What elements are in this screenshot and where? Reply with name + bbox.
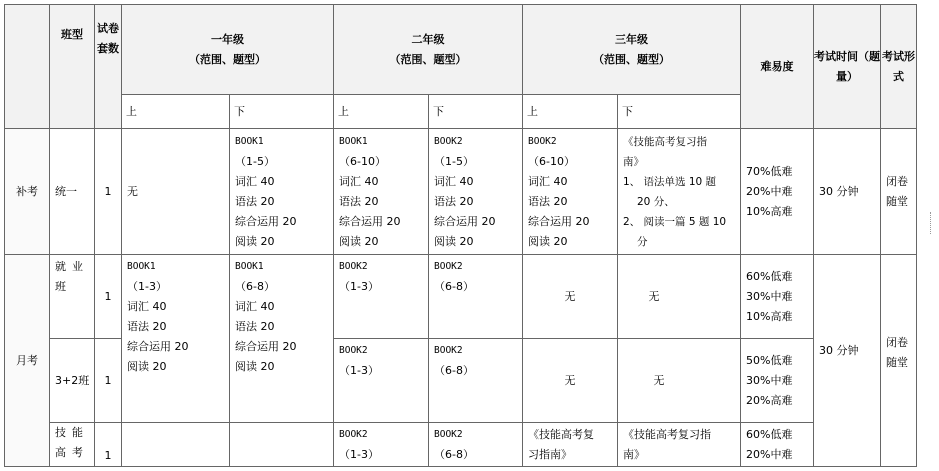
monthly-3plus2-g2-lower: BOOK2 （6-8）: [429, 339, 523, 423]
header-g2-upper: 上: [334, 95, 429, 129]
makeup-g2-lower: BOOK2 （1-5） 词汇 40 语法 20 综合运用 20 阅读 20: [429, 129, 523, 255]
monthly-skills-g3-lower: 《技能高考复习指 南》: [618, 423, 741, 467]
makeup-class-type: 统一: [50, 129, 95, 255]
makeup-category: 补考: [5, 129, 50, 255]
monthly-skills-difficulty: 60%低难 20%中难: [741, 423, 814, 467]
monthly-3plus2-g3-upper: 无: [523, 339, 618, 423]
makeup-g2-upper: BOOK1 （6-10） 词汇 40 语法 20 综合运用 20 阅读 20: [334, 129, 429, 255]
header-g2-lower: 下: [429, 95, 523, 129]
monthly-row-employment: [5, 255, 917, 339]
header-g3-upper: 上: [523, 95, 618, 129]
header-grade2: 二年级 （范围、题型）: [334, 5, 523, 95]
header-exam-time: 考试时间（题量）: [814, 5, 881, 129]
monthly-3plus2-difficulty: 50%低难 30%中难 20%高难: [741, 339, 814, 423]
monthly-skills-g1-lower: [230, 423, 334, 467]
monthly-count-skills: 1: [95, 423, 122, 467]
header-exam-form: 考试形式: [881, 5, 917, 129]
makeup-g1-lower: BOOK1 （1-5） 词汇 40 语法 20 综合运用 20 阅读 20: [230, 129, 334, 255]
monthly-employment-difficulty: 60%低难 30%中难 10%高难: [741, 255, 814, 339]
monthly-skills-g2-upper: BOOK2 （1-3）: [334, 423, 429, 467]
exam-schedule-table: [4, 4, 917, 467]
header-g3-lower: 下: [618, 95, 741, 129]
makeup-form: 闭卷随堂: [881, 129, 917, 255]
monthly-3plus2-g2-upper: BOOK2 （1-3）: [334, 339, 429, 423]
monthly-employment-g2-upper: BOOK2 （1-3）: [334, 255, 429, 339]
monthly-employment-g3-lower: 无: [618, 255, 741, 339]
makeup-time: 30 分钟: [814, 129, 881, 255]
makeup-g3-lower: 《技能高考复习指 南》 1、 语法单选 10 题 20 分、 2、 阅读一篇 5 题 10 分: [618, 129, 741, 255]
monthly-count-employment: 1: [95, 255, 122, 339]
monthly-count-3plus2: 1: [95, 339, 122, 423]
header-grade3: 三年级 （范围、题型）: [523, 5, 741, 95]
makeup-g3-upper: BOOK2 （6-10） 词汇 40 语法 20 综合运用 20 阅读 20: [523, 129, 618, 255]
header-g1-upper: 上: [122, 95, 230, 129]
monthly-time: 30 分钟: [814, 255, 881, 467]
page-edge-marker: [930, 212, 937, 234]
monthly-skills-g2-lower: BOOK2 （6-8）: [429, 423, 523, 467]
monthly-class-skills: 技能高考: [50, 423, 95, 467]
monthly-class-employment: 就业班: [50, 255, 95, 339]
monthly-employment-g3-upper: 无: [523, 255, 618, 339]
makeup-g1-upper: 无: [122, 129, 230, 255]
monthly-category: 月考: [5, 255, 50, 467]
monthly-3plus2-g3-lower: 无: [618, 339, 741, 423]
monthly-g1-upper: BOOK1 （1-3） 词汇 40 语法 20 综合运用 20 阅读 20: [122, 255, 230, 423]
header-difficulty: 难易度: [741, 5, 814, 129]
monthly-employment-g2-lower: BOOK2 （6-8）: [429, 255, 523, 339]
monthly-class-3plus2: 3+2班: [50, 339, 95, 423]
header-g1-lower: 下: [230, 95, 334, 129]
header-class-type: 班型: [50, 5, 95, 129]
header-row: [5, 5, 917, 95]
header-paper-count: 试卷套数: [95, 5, 122, 129]
monthly-form: 闭卷随堂: [881, 255, 917, 467]
monthly-skills-g3-upper: 《技能高考复 习指南》: [523, 423, 618, 467]
monthly-row-skills: [5, 423, 917, 467]
header-grade1: 一年级 （范围、题型）: [122, 5, 334, 95]
monthly-g1-lower: BOOK1 （6-8） 词汇 40 语法 20 综合运用 20 阅读 20: [230, 255, 334, 423]
makeup-difficulty: 70%低难 20%中难 10%高难: [741, 129, 814, 255]
makeup-count: 1: [95, 129, 122, 255]
corner-cell: [5, 5, 50, 129]
monthly-skills-g1-upper: [122, 423, 230, 467]
makeup-row: [5, 129, 917, 255]
